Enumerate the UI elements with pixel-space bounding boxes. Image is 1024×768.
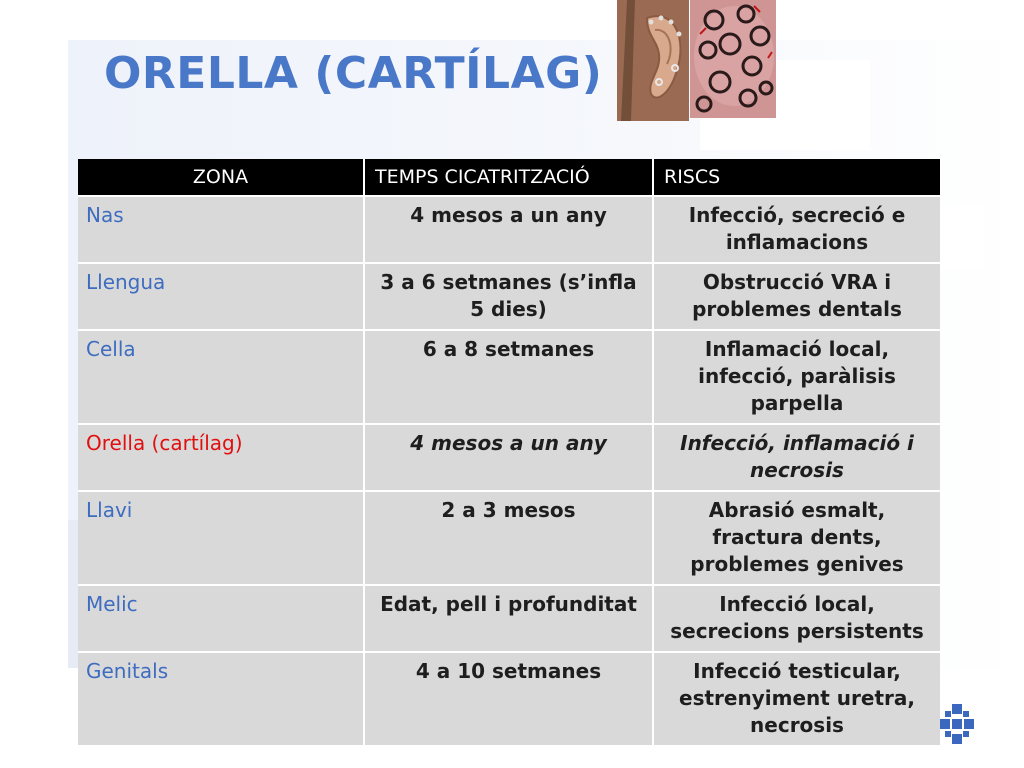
zona-cell: Llengua	[78, 263, 364, 330]
table-row	[78, 585, 940, 652]
temps-cell: 2 a 3 mesos	[364, 491, 653, 585]
background-strip-left	[68, 520, 78, 668]
zona-cell: Melic	[78, 585, 364, 652]
riscs-cell: Infecció testicular, estrenyiment uretra, necrosis	[653, 652, 940, 745]
zona-cell: Llavi	[78, 491, 364, 585]
background-strip	[940, 205, 984, 270]
zona-cell: Cella	[78, 330, 364, 424]
temps-cell: 6 a 8 setmanes	[364, 330, 653, 424]
face-piercing-photo	[690, 0, 776, 118]
healing-table	[78, 159, 940, 745]
riscs-cell: Infecció local, secrecions persistents	[653, 585, 940, 652]
zona-cell: Genitals	[78, 652, 364, 745]
zona-cell: Nas	[78, 196, 364, 263]
temps-cell: 4 a 10 setmanes	[364, 652, 653, 745]
ear-piercing-photo	[617, 0, 689, 121]
table-row	[78, 196, 940, 263]
temps-cell: 4 mesos a un any	[364, 424, 653, 491]
header-zona: ZONA	[78, 159, 364, 196]
header-riscs: RISCS	[653, 159, 940, 196]
cross-logo-icon	[939, 704, 975, 744]
temps-cell: 4 mesos a un any	[364, 196, 653, 263]
table-row	[78, 263, 940, 330]
temps-cell: Edat, pell i profunditat	[364, 585, 653, 652]
table-row-highlighted	[78, 424, 940, 491]
table-header-row	[78, 159, 940, 196]
slide-title: ORELLA (CARTÍLAG)	[104, 48, 603, 99]
riscs-cell: Obstrucció VRA i problemes dentals	[653, 263, 940, 330]
header-temps: TEMPS CICATRITZACIÓ	[364, 159, 653, 196]
table-row	[78, 330, 940, 424]
temps-cell: 3 a 6 setmanes (s’infla 5 dies)	[364, 263, 653, 330]
riscs-cell: Infecció, inflamació i necrosis	[653, 424, 940, 491]
riscs-cell: Inflamació local, infecció, paràlisis parpella	[653, 330, 940, 424]
table-row	[78, 652, 940, 745]
riscs-cell: Abrasió esmalt, fractura dents, problemes genives	[653, 491, 940, 585]
zona-cell: Orella (cartílag)	[78, 424, 364, 491]
table-row	[78, 491, 940, 585]
riscs-cell: Infecció, secreció e inflamacions	[653, 196, 940, 263]
